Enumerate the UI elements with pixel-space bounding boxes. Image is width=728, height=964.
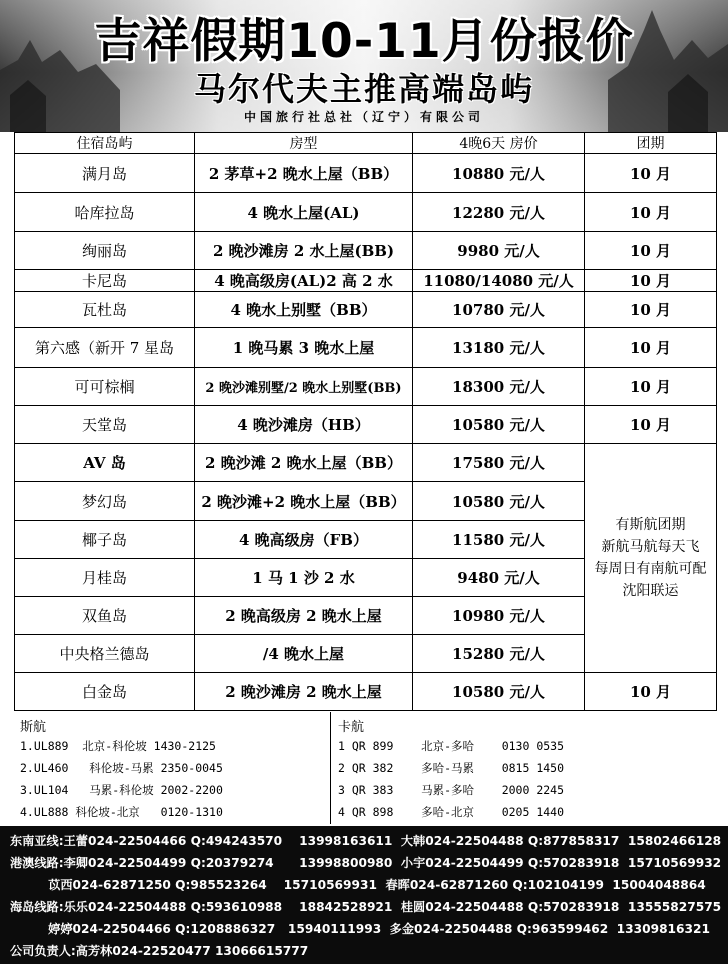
price-cell: 12280 元/人 <box>413 193 585 232</box>
room-cell: 2 晚沙滩房 2 水上屋(BB) <box>195 232 413 270</box>
price-cell: 17580 元/人 <box>413 444 585 482</box>
header-banner <box>0 0 728 132</box>
price-cell: 10880 元/人 <box>413 154 585 193</box>
table-row <box>15 232 717 270</box>
note-line: 有斯航团期 <box>615 517 686 533</box>
table-row <box>15 154 717 193</box>
column-header-period: 团期 <box>585 133 717 154</box>
table-row <box>15 368 717 406</box>
period-cell: 10 月 <box>585 270 717 292</box>
company-name: 中国旅行社总社（辽宁）有限公司 <box>243 110 484 124</box>
flights-srilankan <box>14 712 331 824</box>
flight-row: 2 QR 382 多哈-马累 0815 1450 <box>338 761 565 775</box>
price-cell: 10780 元/人 <box>413 292 585 328</box>
column-header-price: 4晚6天 房价 <box>413 133 585 154</box>
island-cell: 双鱼岛 <box>15 597 195 635</box>
price-cell: 10580 元/人 <box>413 673 585 711</box>
room-cell: 1 马 1 沙 2 水 <box>195 559 413 597</box>
island-cell: AV 岛 <box>15 444 195 482</box>
price-cell: 18300 元/人 <box>413 368 585 406</box>
table-row <box>15 328 717 368</box>
flights-qatar <box>332 712 712 824</box>
room-cell: /4 晚水上屋 <box>195 635 413 673</box>
period-cell: 10 月 <box>585 232 717 270</box>
island-cell: 满月岛 <box>15 154 195 193</box>
contact-line: 公司负责人:高芳林024-22520477 13066615777 <box>10 944 309 958</box>
room-cell: 2 晚沙滩别墅/2 晚水上别墅(BB) <box>195 368 413 406</box>
price-cell: 11080/14080 元/人 <box>413 270 585 292</box>
flight-row: 1.UL889 北京-科伦坡 1430-2125 <box>20 739 216 753</box>
contact-line: 海岛线路:乐乐024-22504488 Q:593610988 18842528921 桂圆024-22504488 Q:570283918 13555827575 <box>10 900 722 914</box>
merged-note-cell <box>585 444 717 673</box>
island-cell: 椰子岛 <box>15 521 195 559</box>
room-cell: 4 晚高级房（FB） <box>195 521 413 559</box>
room-cell: 2 晚沙滩+2 晚水上屋（BB） <box>195 482 413 521</box>
column-header-room: 房型 <box>195 133 413 154</box>
period-cell: 10 月 <box>585 154 717 193</box>
period-cell: 10 月 <box>585 292 717 328</box>
island-cell: 天堂岛 <box>15 406 195 444</box>
room-cell: 2 晚沙滩 2 晚水上屋（BB） <box>195 444 413 482</box>
table-row <box>15 193 717 232</box>
flight-schedules <box>14 712 714 824</box>
island-cell: 可可棕榈 <box>15 368 195 406</box>
room-cell: 2 茅草+2 晚水上屋（BB） <box>195 154 413 193</box>
table-row <box>15 406 717 444</box>
page-title: 吉祥假期10-11月份报价 <box>94 14 634 69</box>
island-cell: 白金岛 <box>15 673 195 711</box>
island-cell: 瓦杜岛 <box>15 292 195 328</box>
note-line: 沈阳联运 <box>622 583 679 599</box>
room-cell: 2 晚高级房 2 晚水上屋 <box>195 597 413 635</box>
price-cell: 11580 元/人 <box>413 521 585 559</box>
contact-footer <box>0 826 728 964</box>
contact-line: 婷婷024-22504466 Q:1208886327 15940111993 多金024-22504488 Q:963599462 13309816321 <box>10 922 710 936</box>
column-header-island: 住宿岛屿 <box>15 133 195 154</box>
table-row <box>15 292 717 328</box>
price-cell: 15280 元/人 <box>413 635 585 673</box>
note-line: 新航马航每天飞 <box>601 539 700 555</box>
contact-line: 东南亚线:王蕾024-22504466 Q:494243570 13998163611 大韩024-22504488 Q:877858317 15802466128 <box>10 834 722 848</box>
table-row <box>15 444 717 482</box>
island-cell: 月桂岛 <box>15 559 195 597</box>
period-cell: 10 月 <box>585 673 717 711</box>
flight-row: 1 QR 899 北京-多哈 0130 0535 <box>338 739 565 753</box>
price-cell: 10580 元/人 <box>413 406 585 444</box>
island-cell: 第六感（新开 7 星岛 <box>15 328 195 368</box>
flights-qatar-title: 卡航 <box>338 720 365 735</box>
period-cell: 10 月 <box>585 328 717 368</box>
flight-row: 3.UL104 马累-科伦坡 2002-2200 <box>20 783 223 797</box>
room-cell: 4 晚水上别墅（BB） <box>195 292 413 328</box>
island-cell: 梦幻岛 <box>15 482 195 521</box>
flight-row: 4 QR 898 多哈-北京 0205 1440 <box>338 805 565 819</box>
island-cell: 卡尼岛 <box>15 270 195 292</box>
table-row <box>15 673 717 711</box>
room-cell: 4 晚高级房(AL)2 高 2 水 <box>195 270 413 292</box>
contact-line: 港澳线路:李卿024-22504499 Q:20379274 13998800980 小宇024-22504499 Q:570283918 15710569932 <box>10 856 722 870</box>
room-cell: 4 晚水上屋(AL) <box>195 193 413 232</box>
price-cell: 13180 元/人 <box>413 328 585 368</box>
price-cell: 9480 元/人 <box>413 559 585 597</box>
price-table <box>14 132 717 711</box>
room-cell: 2 晚沙滩房 2 晚水上屋 <box>195 673 413 711</box>
price-cell: 10580 元/人 <box>413 482 585 521</box>
table-header-row <box>15 133 717 154</box>
table-row <box>15 270 717 292</box>
price-cell: 9980 元/人 <box>413 232 585 270</box>
island-cell: 哈库拉岛 <box>15 193 195 232</box>
flight-row: 3 QR 383 马累-多哈 2000 2245 <box>338 783 565 797</box>
page-subtitle: 马尔代夫主推高端岛屿 <box>193 70 534 108</box>
flight-row: 4.UL888 科伦坡-北京 0120-1310 <box>20 805 223 819</box>
contact-line: 苡西024-62871250 Q:985523264 15710569931 春晖024-62871260 Q:102104199 15004048864 <box>10 878 706 892</box>
flight-row: 2.UL460 科伦坡-马累 2350-0045 <box>20 761 223 775</box>
room-cell: 1 晚马累 3 晚水上屋 <box>195 328 413 368</box>
price-cell: 10980 元/人 <box>413 597 585 635</box>
island-cell: 绚丽岛 <box>15 232 195 270</box>
island-cell: 中央格兰德岛 <box>15 635 195 673</box>
flights-srilankan-title: 斯航 <box>20 720 47 735</box>
note-line: 每周日有南航可配 <box>594 561 707 577</box>
period-cell: 10 月 <box>585 193 717 232</box>
period-cell: 10 月 <box>585 406 717 444</box>
room-cell: 4 晚沙滩房（HB） <box>195 406 413 444</box>
period-cell: 10 月 <box>585 368 717 406</box>
